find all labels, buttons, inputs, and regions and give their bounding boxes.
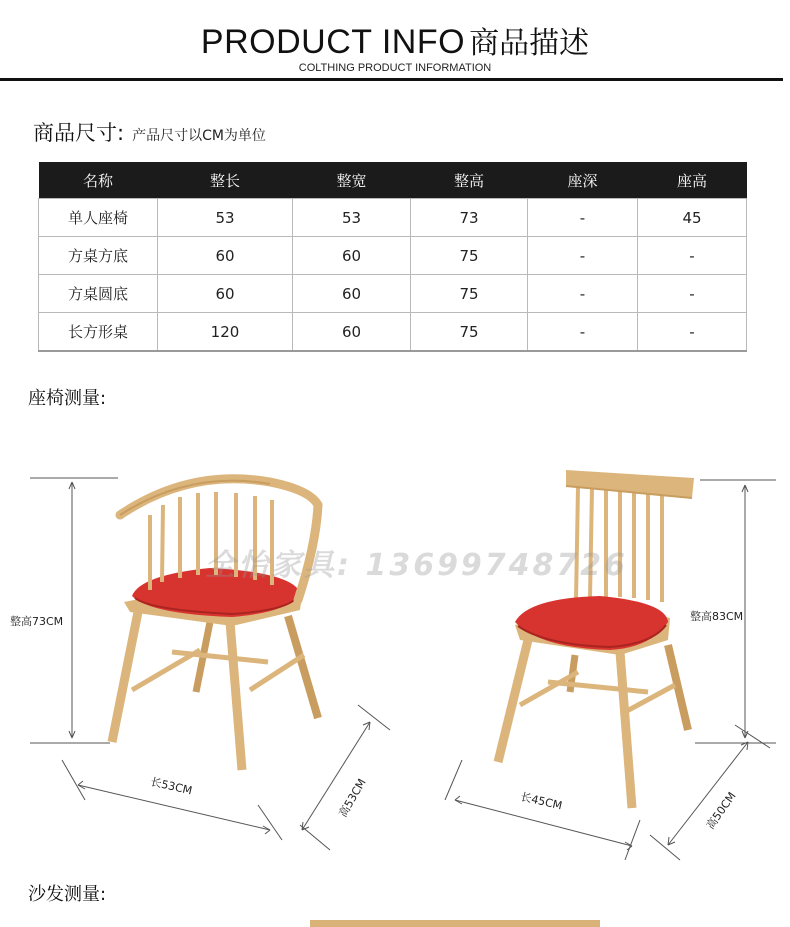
table-cell: 75	[411, 237, 528, 275]
header-divider	[0, 78, 783, 81]
table-cell: 长方形桌	[39, 313, 158, 352]
chair1-height-label: 整高73CM	[10, 615, 64, 628]
table-row	[39, 313, 747, 352]
table-cell: 方桌方底	[39, 237, 158, 275]
title-cn: 商品描述	[469, 26, 590, 61]
page-subtitle: COLTHING PRODUCT INFORMATION	[298, 62, 492, 74]
column-header: 整宽	[293, 162, 411, 199]
column-header: 座高	[638, 162, 747, 199]
table-cell: 120	[158, 313, 293, 352]
table-cell: -	[528, 313, 638, 352]
table-cell: 45	[638, 199, 747, 237]
sofa-image-top-edge	[310, 920, 600, 927]
chair-measurement-figure	[0, 420, 790, 890]
chair1-dimension-lines	[30, 478, 390, 850]
table-cell: 60	[158, 275, 293, 313]
table-cell: 73	[411, 199, 528, 237]
table-row	[39, 237, 747, 275]
chair1-length-label: 长53CM	[149, 775, 194, 798]
table-cell: 60	[158, 237, 293, 275]
size-table	[38, 162, 747, 352]
table-cell: 单人座椅	[39, 199, 158, 237]
table-cell: 75	[411, 275, 528, 313]
column-header: 整长	[158, 162, 293, 199]
table-cell: -	[528, 199, 638, 237]
table-cell: -	[638, 275, 747, 313]
table-header-row	[39, 162, 747, 199]
round-back-chair-illustration	[112, 479, 318, 770]
page-title	[0, 18, 790, 62]
table-cell: -	[528, 237, 638, 275]
chair2-height-label: 整高83CM	[690, 610, 744, 623]
table-cell: 75	[411, 313, 528, 352]
chair-section-heading: 座椅测量:	[28, 388, 107, 409]
table-cell: 60	[293, 275, 411, 313]
title-en: PRODUCT INFO	[200, 23, 466, 61]
table-cell: 53	[158, 199, 293, 237]
watermark-text: 全怡家具: 13699748726	[205, 548, 629, 583]
table-cell: -	[528, 275, 638, 313]
chair2-depth-label: 高50CM	[703, 789, 739, 832]
table-cell: 60	[293, 313, 411, 352]
column-header: 座深	[528, 162, 638, 199]
table-cell: 53	[293, 199, 411, 237]
table-row	[39, 275, 747, 313]
table-cell: 60	[293, 237, 411, 275]
table-cell: -	[638, 237, 747, 275]
sofa-section-heading: 沙发测量:	[28, 884, 107, 905]
column-header: 整高	[411, 162, 528, 199]
chair2-length-label: 长45CM	[519, 790, 564, 813]
chair1-depth-label: 高53CM	[336, 776, 369, 820]
table-cell: 方桌圆底	[39, 275, 158, 313]
table-cell: -	[638, 313, 747, 352]
size-heading	[33, 117, 266, 147]
size-heading-label: 商品尺寸:	[33, 121, 125, 145]
table-row	[39, 199, 747, 237]
size-unit-note: 产品尺寸以CM为单位	[132, 128, 266, 144]
windsor-chair-illustration	[498, 470, 694, 808]
column-header: 名称	[39, 162, 158, 199]
